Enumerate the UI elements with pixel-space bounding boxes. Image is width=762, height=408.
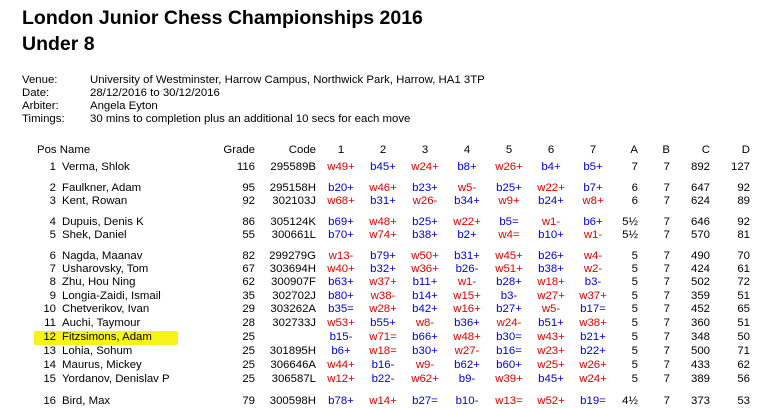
col-round-5: 5	[505, 144, 513, 156]
round-result: b16-	[371, 359, 395, 371]
col-round-6: 6	[547, 144, 555, 156]
row-code: 300598H	[269, 395, 316, 407]
round-result: b60+	[496, 359, 522, 371]
info-label: Timings:	[22, 113, 65, 125]
round-result: b15-	[329, 331, 353, 343]
col-d: D	[741, 144, 750, 156]
row-a: 5	[631, 276, 638, 288]
round-result: b55+	[370, 317, 396, 329]
round-result: b3-	[500, 290, 518, 302]
col-c: C	[701, 144, 710, 156]
row-a: 5	[631, 345, 638, 357]
row-b: 7	[663, 373, 670, 385]
round-result: w2-	[583, 263, 603, 275]
round-result: b22-	[371, 373, 395, 385]
round-result: w51+	[495, 263, 523, 275]
row-a: 5	[631, 263, 638, 275]
row-pos: 7	[49, 263, 56, 275]
row-code: 305124K	[270, 216, 316, 228]
round-result: b10+	[538, 229, 564, 241]
info-label: Date:	[22, 87, 50, 99]
round-result: b9-	[458, 373, 476, 385]
round-result: b32+	[370, 263, 396, 275]
row-code: 306587L	[271, 373, 316, 385]
round-result: b3-	[584, 276, 602, 288]
row-pos: 8	[49, 276, 56, 288]
row-name: Usharovsky, Tom	[62, 263, 149, 275]
round-result: b6+	[583, 216, 603, 228]
round-result: w38+	[579, 317, 607, 329]
row-a: 5	[631, 317, 638, 329]
round-result: b30+	[412, 345, 438, 357]
row-code: 299279G	[269, 250, 316, 262]
row-d: 92	[737, 216, 750, 228]
round-result: w45+	[495, 250, 523, 262]
round-result: w68+	[327, 195, 355, 207]
row-name: Yordanov, Denislav P	[62, 373, 170, 385]
round-result: w36+	[411, 263, 439, 275]
col-a: A	[630, 144, 638, 156]
round-result: w13=	[495, 395, 523, 407]
row-pos: 11	[44, 317, 56, 329]
round-result: b28+	[496, 276, 522, 288]
round-result: b5+	[583, 161, 603, 173]
info-label: Arbiter:	[22, 100, 59, 112]
round-result: w5-	[457, 182, 477, 194]
round-result: w48+	[369, 216, 397, 228]
row-d: 51	[737, 317, 750, 329]
row-pos: 14	[43, 359, 56, 371]
round-result: b42+	[412, 303, 438, 315]
round-result: b17=	[580, 303, 606, 315]
round-result: w13-	[328, 250, 354, 262]
row-a: 5	[631, 373, 638, 385]
row-a: 5½	[622, 229, 638, 241]
round-result: b26-	[455, 263, 479, 275]
round-result: b79+	[370, 250, 396, 262]
round-result: b24+	[538, 195, 564, 207]
row-code: 302702J	[272, 290, 316, 302]
row-c: 500	[690, 345, 710, 357]
round-result: b25+	[496, 182, 522, 194]
row-name: Kent, Rowan	[62, 195, 128, 207]
row-d: 51	[737, 290, 750, 302]
col-grade: Grade	[223, 144, 255, 156]
row-a: 6	[631, 195, 638, 207]
row-a: 5	[631, 250, 638, 262]
round-result: w40+	[327, 263, 355, 275]
row-b: 7	[663, 161, 670, 173]
row-c: 570	[690, 229, 710, 241]
round-result: w15+	[453, 290, 481, 302]
row-pos: 5	[49, 229, 56, 241]
round-result: w71=	[369, 331, 397, 343]
row-b: 7	[663, 317, 670, 329]
round-result: b27+	[496, 303, 522, 315]
row-grade: 116	[236, 161, 255, 173]
round-result: w5-	[541, 303, 561, 315]
row-c: 348	[690, 331, 710, 343]
row-c: 433	[690, 359, 710, 371]
round-result: b20+	[328, 182, 354, 194]
row-b: 7	[663, 263, 670, 275]
round-result: w62+	[411, 373, 439, 385]
row-d: 56	[737, 373, 750, 385]
row-code: 300907F	[271, 276, 316, 288]
row-grade: 95	[242, 182, 255, 194]
row-d: 50	[737, 331, 750, 343]
round-result: w39+	[495, 373, 523, 385]
round-result: b31+	[370, 195, 396, 207]
row-name: Verma, Shlok	[62, 161, 130, 173]
round-result: w25+	[537, 359, 565, 371]
row-code: 295158H	[269, 182, 316, 194]
col-b: B	[662, 144, 670, 156]
row-c: 892	[690, 161, 710, 173]
row-c: 373	[690, 395, 710, 407]
info-value: 28/12/2016 to 30/12/2016	[90, 87, 220, 99]
round-result: w49+	[327, 161, 355, 173]
col-pos-name: Pos Name	[37, 144, 91, 156]
row-a: 7	[631, 161, 638, 173]
row-name: Chetverikov, Ivan	[62, 303, 150, 315]
round-result: w18=	[369, 345, 397, 357]
row-name: Shek, Daniel	[62, 229, 127, 241]
round-result: w24-	[496, 317, 522, 329]
round-result: b4+	[541, 161, 561, 173]
round-result: w53+	[327, 317, 355, 329]
row-name: Dupuis, Denis K	[62, 216, 144, 228]
round-result: w38-	[370, 290, 396, 302]
row-grade: 55	[242, 229, 255, 241]
row-grade: 25	[242, 373, 255, 385]
round-result: w4-	[583, 250, 603, 262]
round-result: w1-	[541, 216, 561, 228]
round-result: b78+	[328, 395, 354, 407]
col-round-4: 4	[463, 144, 471, 156]
row-name: Bird, Max	[62, 395, 111, 407]
row-b: 7	[663, 195, 670, 207]
round-result: b38+	[538, 263, 564, 275]
round-result: w27-	[454, 345, 480, 357]
page-title: London Junior Chess Championships 2016	[22, 7, 423, 29]
row-grade: 35	[242, 290, 255, 302]
round-result: w22+	[537, 182, 565, 194]
round-result: w23+	[537, 345, 565, 357]
round-result: w14+	[369, 395, 397, 407]
row-b: 7	[663, 345, 670, 357]
row-a: 4½	[622, 395, 638, 407]
round-result: w8+	[582, 195, 604, 207]
row-d: 72	[737, 276, 750, 288]
row-d: 71	[737, 345, 750, 357]
row-d: 127	[730, 161, 750, 173]
round-result: w24+	[411, 161, 439, 173]
round-result: b45+	[370, 161, 396, 173]
row-a: 5	[631, 290, 638, 302]
round-result: b6+	[331, 345, 351, 357]
info-value: 30 mins to completion plus an additional 10 secs for each move	[90, 113, 411, 125]
row-name: Zhu, Hou Ning	[62, 276, 136, 288]
row-b: 7	[663, 276, 670, 288]
round-result: b8+	[457, 161, 477, 173]
round-result: w8-	[415, 317, 435, 329]
row-d: 61	[737, 263, 750, 275]
row-grade: 25	[242, 359, 255, 371]
col-round-1: 1	[337, 144, 345, 156]
row-grade: 28	[242, 317, 255, 329]
round-result: b23+	[412, 182, 438, 194]
row-c: 424	[690, 263, 710, 275]
row-name: Auchi, Taymour	[62, 317, 141, 329]
round-result: b27=	[412, 395, 438, 407]
col-code: Code	[288, 144, 316, 156]
round-result: w9+	[498, 195, 520, 207]
round-result: w50+	[411, 250, 439, 262]
round-result: w46+	[369, 182, 397, 194]
row-code: 306646A	[270, 359, 316, 371]
row-b: 7	[663, 395, 670, 407]
round-result: w18+	[537, 276, 565, 288]
row-name: Lohia, Sohum	[62, 345, 133, 357]
row-c: 452	[690, 303, 710, 315]
row-pos: 9	[49, 290, 56, 302]
round-result: b26+	[538, 250, 564, 262]
row-code: 302733J	[272, 317, 316, 329]
row-code: 295589B	[270, 161, 316, 173]
row-b: 7	[663, 229, 670, 241]
round-result: b51+	[538, 317, 564, 329]
row-b: 7	[663, 216, 670, 228]
row-c: 646	[690, 216, 710, 228]
row-b: 7	[663, 182, 670, 194]
info-value: Angela Eyton	[90, 100, 158, 112]
round-result: w52+	[537, 395, 565, 407]
row-b: 7	[663, 331, 670, 343]
round-result: w4=	[498, 229, 520, 241]
row-pos: 10	[43, 303, 56, 315]
row-pos: 1	[49, 161, 56, 173]
row-name: Faulkner, Adam	[62, 182, 142, 194]
row-pos: 16	[43, 395, 56, 407]
row-grade: 25	[242, 331, 255, 343]
row-pos: 2	[49, 182, 56, 194]
round-result: w1-	[457, 276, 477, 288]
info-label: Venue:	[22, 74, 58, 86]
round-result: w26+	[495, 161, 523, 173]
row-code: 303262A	[270, 303, 316, 315]
round-result: b30=	[496, 331, 522, 343]
row-a: 5	[631, 331, 638, 343]
row-code: 303694H	[269, 263, 316, 275]
round-result: w44+	[327, 359, 355, 371]
round-result: w48+	[453, 331, 481, 343]
col-round-7: 7	[589, 144, 597, 156]
round-result: w26+	[579, 359, 607, 371]
row-code: 302103J	[272, 195, 316, 207]
row-pos: 12	[43, 331, 56, 343]
round-result: w26-	[412, 195, 438, 207]
round-result: b38+	[412, 229, 438, 241]
row-grade: 29	[242, 303, 255, 315]
round-result: w28+	[369, 303, 397, 315]
row-pos: 3	[49, 195, 56, 207]
round-result: b36+	[454, 317, 480, 329]
col-round-3: 3	[421, 144, 429, 156]
round-result: b7+	[583, 182, 603, 194]
round-result: b19=	[580, 395, 606, 407]
row-c: 624	[690, 195, 710, 207]
round-result: w1-	[583, 229, 603, 241]
round-result: w27+	[537, 290, 565, 302]
round-result: b16=	[496, 345, 522, 357]
row-name: Nagda, Maanav	[62, 250, 143, 262]
round-result: b69+	[328, 216, 354, 228]
row-name: Longia-Zaidi, Ismail	[62, 290, 161, 302]
row-a: 5	[631, 359, 638, 371]
round-result: w37+	[369, 276, 397, 288]
round-result: b21+	[580, 331, 606, 343]
round-result: b14+	[412, 290, 438, 302]
row-pos: 15	[43, 373, 56, 385]
row-b: 7	[663, 250, 670, 262]
row-d: 89	[737, 195, 750, 207]
row-c: 359	[690, 290, 710, 302]
page-subtitle: Under 8	[22, 33, 95, 55]
round-result: b70+	[328, 229, 354, 241]
row-c: 647	[690, 182, 710, 194]
round-result: b62+	[454, 359, 480, 371]
row-pos: 6	[49, 250, 56, 262]
round-result: w22+	[453, 216, 481, 228]
row-c: 360	[690, 317, 710, 329]
row-name: Maurus, Mickey	[62, 359, 142, 371]
round-result: b11+	[412, 276, 438, 288]
row-grade: 82	[242, 250, 255, 262]
row-d: 53	[737, 395, 750, 407]
row-c: 490	[690, 250, 710, 262]
info-value: University of Westminster, Harrow Campus, Northwick Park, Harrow, HA1 3TP	[90, 74, 485, 86]
row-a: 6	[631, 182, 638, 194]
round-result: b35=	[328, 303, 354, 315]
row-code: 301895H	[269, 345, 316, 357]
round-result: b34+	[454, 195, 480, 207]
row-grade: 79	[242, 395, 255, 407]
row-a: 5½	[622, 216, 638, 228]
round-result: b31+	[454, 250, 480, 262]
row-d: 92	[737, 182, 750, 194]
row-grade: 67	[242, 263, 255, 275]
round-result: b5=	[499, 216, 519, 228]
row-a: 5	[631, 303, 638, 315]
row-pos: 13	[43, 345, 56, 357]
round-result: w12+	[327, 373, 355, 385]
row-grade: 62	[242, 276, 255, 288]
round-result: b63+	[328, 276, 354, 288]
row-grade: 92	[242, 195, 255, 207]
round-result: b80+	[328, 290, 354, 302]
round-result: w74+	[369, 229, 397, 241]
round-result: b25+	[412, 216, 438, 228]
round-result: w37+	[579, 290, 607, 302]
round-result: b10-	[455, 395, 479, 407]
round-result: b2+	[457, 229, 477, 241]
row-d: 62	[737, 359, 750, 371]
round-result: w43+	[537, 331, 565, 343]
round-result: b45+	[538, 373, 564, 385]
row-grade: 86	[242, 216, 255, 228]
row-code: 300661L	[271, 229, 316, 241]
round-result: b66+	[412, 331, 438, 343]
round-result: w9-	[415, 359, 435, 371]
round-result: b22+	[580, 345, 606, 357]
row-d: 70	[737, 250, 750, 262]
col-round-2: 2	[379, 144, 387, 156]
row-d: 65	[737, 303, 750, 315]
row-b: 7	[663, 290, 670, 302]
row-d: 81	[737, 229, 750, 241]
row-b: 7	[663, 359, 670, 371]
row-grade: 25	[242, 345, 255, 357]
row-c: 502	[690, 276, 710, 288]
round-result: w16+	[453, 303, 481, 315]
round-result: w24+	[579, 373, 607, 385]
row-c: 389	[690, 373, 710, 385]
row-pos: 4	[49, 216, 56, 228]
row-b: 7	[663, 303, 670, 315]
row-name: Fitzsimons, Adam	[62, 331, 152, 343]
